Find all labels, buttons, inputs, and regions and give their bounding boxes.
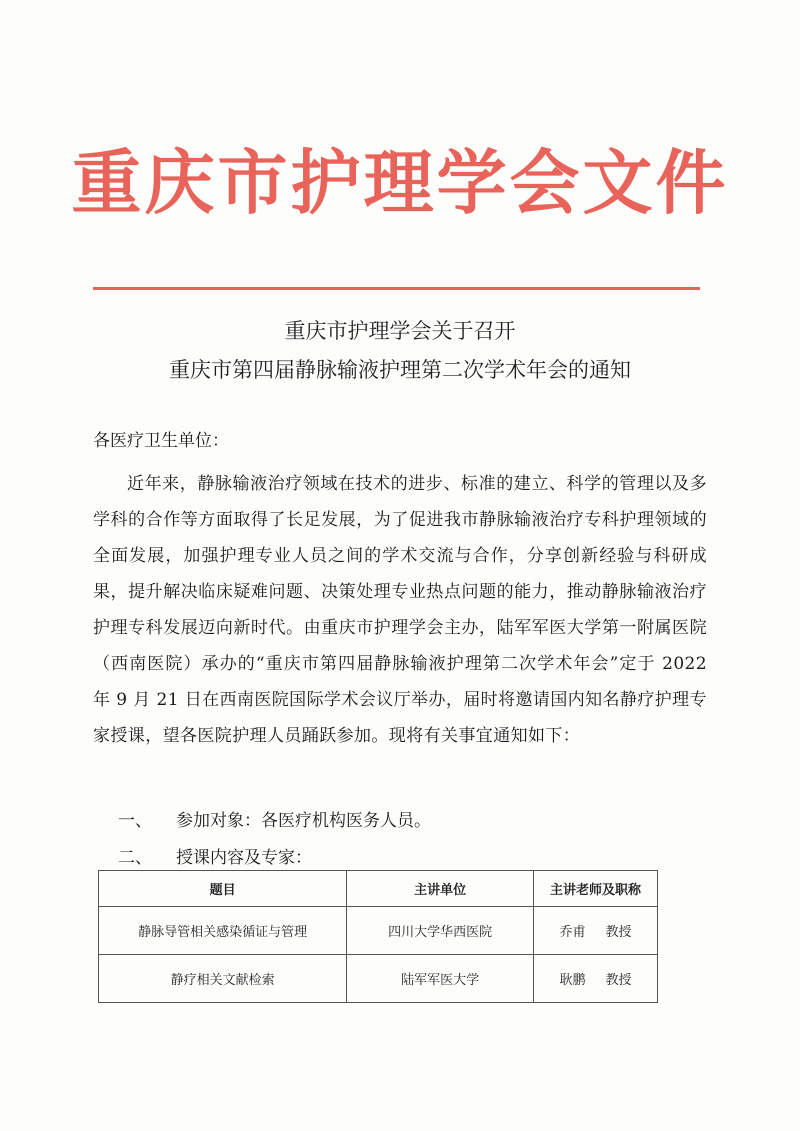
cell-unit: 陆军军医大学	[347, 955, 534, 1003]
cell-unit: 四川大学华西医院	[347, 907, 534, 955]
list-item-courses	[118, 845, 312, 871]
table-header-row	[99, 871, 658, 907]
document-masthead: 重庆市护理学会文件	[71, 141, 729, 224]
teacher-title: 教授	[605, 973, 632, 988]
header-teacher: 主讲老师及职称	[533, 871, 657, 907]
item-label: 参加对象：	[176, 811, 261, 831]
notice-title-line2: 重庆市第四届静脉输液护理第二次学术年会的通知	[169, 358, 631, 382]
item-number: 二、	[118, 848, 152, 868]
cell-topic: 静疗相关文献检索	[99, 955, 347, 1003]
teacher-title: 教授	[605, 925, 632, 940]
notice-body: 近年来，静脉输液治疗领域在技术的进步、标准的建立、科学的管理以及多学科的合作等方面取得了长足发展，为了促进我市静脉输液治疗专科护理领域的全面发展，加强护理专业人员之间的学术交流与合作，分享创新经验与科研成果，提升解决临床疑难问题、决策处理专业热点问题的能力，推动静脉输液治疗护理专科发展迈向新时代。由重庆市护理学会主办，陆军军医大学第一附属医院（西南医院）承办的“重庆市第四届静脉输液护理第二次学术年会”定于 2022 年 9 月 21 日在西南医院国际学术会议厅举办，届时将邀请国内知名静疗护理专家授课，望各医院护理人员踊跃参加。现将有关事宜通知如下：	[93, 474, 707, 746]
list-item-participants	[118, 808, 431, 834]
table-row	[99, 907, 658, 955]
teacher-name: 耿鹏	[559, 973, 586, 988]
item-number: 一、	[118, 811, 152, 831]
teacher-name: 乔甫	[559, 925, 586, 940]
header-unit: 主讲单位	[347, 871, 534, 907]
item-text: 各医疗机构医务人员。	[261, 811, 431, 831]
cell-teacher	[533, 955, 657, 1003]
item-label: 授课内容及专家：	[176, 848, 312, 868]
cell-topic: 静脉导管相关感染循证与管理	[99, 907, 347, 955]
course-table	[98, 870, 658, 1003]
salutation: 各医疗卫生单位：	[93, 431, 229, 451]
notice-title-line1: 重庆市护理学会关于召开	[284, 319, 516, 343]
header-topic: 题目	[99, 871, 347, 907]
cell-teacher	[533, 907, 657, 955]
red-divider	[93, 287, 700, 290]
table-row	[99, 955, 658, 1003]
